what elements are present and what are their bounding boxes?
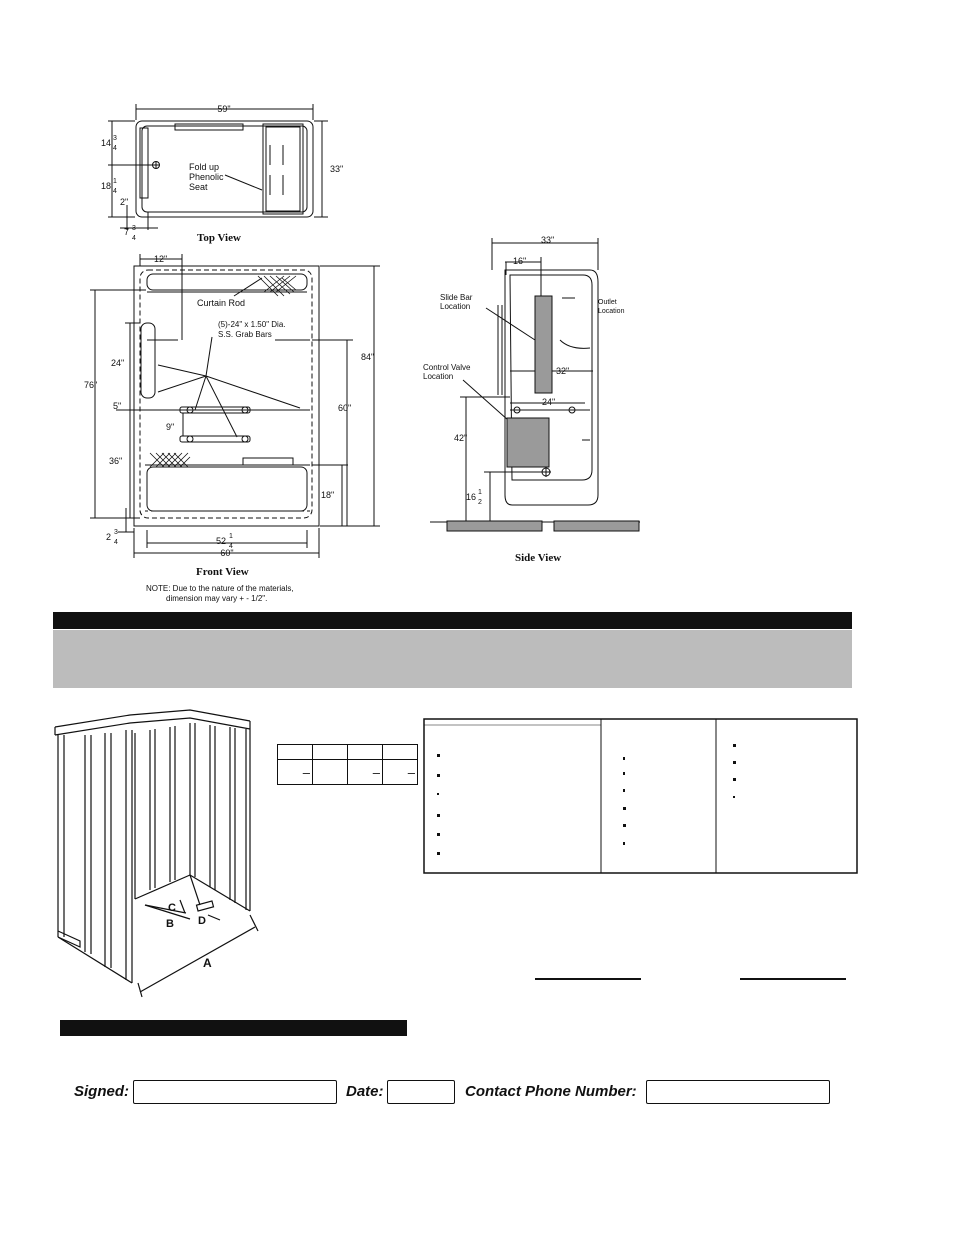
phone-field[interactable] [646, 1080, 830, 1104]
label-d: D [198, 915, 206, 927]
curtain-rod-label: Curtain Rod [197, 298, 246, 308]
svg-text:1: 1 [113, 178, 117, 185]
bullet [733, 796, 735, 798]
tv-width: 59" [217, 104, 231, 114]
svg-text:18": 18" [321, 490, 335, 500]
svg-text:16: 16 [466, 492, 477, 502]
label-b: B [166, 918, 174, 930]
tv-b: 18 [101, 181, 112, 191]
option-checklist [420, 716, 860, 876]
slide-bar-label-1: Slide Bar [440, 293, 473, 302]
grab-bars-label-2: S.S. Grab Bars [218, 330, 272, 339]
bullet [437, 852, 440, 855]
bullet [623, 789, 625, 792]
svg-text:4: 4 [132, 235, 136, 242]
tv-d: 7 [124, 227, 130, 237]
phone-input[interactable] [647, 1081, 833, 1105]
tv-depth: 33" [330, 164, 344, 174]
bullet [437, 774, 440, 777]
bullet [623, 807, 626, 810]
svg-text:3: 3 [114, 529, 118, 536]
svg-text:24": 24" [542, 397, 556, 407]
svg-text:52: 52 [216, 536, 227, 546]
svg-text:4: 4 [113, 145, 117, 152]
signed-label: Signed: [74, 1083, 129, 1100]
control-valve-block [507, 418, 549, 467]
outlet-label-2: Location [598, 308, 625, 315]
svg-text:60": 60" [338, 403, 352, 413]
side-view-title: Side View [515, 552, 562, 564]
svg-text:32": 32" [556, 366, 570, 376]
svg-text:16": 16" [513, 256, 527, 266]
seat-label-2: Phenolic [189, 172, 224, 182]
blank-line-1[interactable] [535, 978, 641, 980]
note-line-1: NOTE: Due to the nature of the materials, [146, 584, 294, 593]
svg-text:1: 1 [478, 489, 482, 496]
control-valve-label-2: Location [423, 372, 454, 381]
svg-text:60": 60" [220, 548, 234, 558]
rough-in-dimension-table [277, 744, 418, 785]
seat-label-1: Fold up [189, 162, 220, 172]
svg-text:3: 3 [113, 135, 117, 142]
svg-text:5": 5" [113, 401, 122, 411]
svg-text:4: 4 [114, 539, 118, 546]
svg-text:12": 12" [154, 254, 168, 264]
signed-field[interactable] [133, 1080, 337, 1104]
dim-cell-d[interactable]: – [383, 760, 418, 785]
svg-text:2: 2 [106, 532, 112, 542]
tv-a: 14 [101, 138, 112, 148]
phone-label: Contact Phone Number: [465, 1083, 637, 1100]
svg-text:1: 1 [229, 533, 233, 540]
bullet [623, 757, 625, 760]
bullet [437, 833, 440, 836]
svg-text:84": 84" [361, 352, 375, 362]
front-view-title: Front View [196, 566, 249, 578]
dim-cell-a[interactable]: – [278, 760, 313, 785]
svg-text:4: 4 [113, 188, 117, 195]
svg-text:2: 2 [478, 499, 482, 506]
blank-line-2[interactable] [740, 978, 846, 980]
top-view-title: Top View [197, 232, 241, 244]
bullet [733, 778, 736, 781]
section-header-bar [53, 612, 852, 629]
bullet [623, 824, 626, 827]
bullet [733, 744, 736, 747]
bullet [733, 761, 736, 764]
svg-text:3: 3 [132, 225, 136, 232]
date-input[interactable] [388, 1081, 458, 1105]
dim-cell-b[interactable] [313, 760, 348, 785]
svg-text:76": 76" [84, 380, 98, 390]
slide-bar-block [535, 296, 552, 393]
grab-bars-label-1: (5)-24" x 1.50" Dia. [218, 320, 286, 329]
bullet [437, 814, 440, 817]
slide-bar-label-2: Location [440, 302, 471, 311]
bullet [623, 772, 625, 775]
technical-drawing [0, 0, 954, 610]
note-line-2: dimension may vary + - 1/2". [166, 594, 268, 603]
section-footer-bar [60, 1020, 407, 1036]
date-field[interactable] [387, 1080, 455, 1104]
framing-diagram [50, 705, 270, 1005]
label-a: A [203, 956, 212, 970]
bullet [437, 793, 439, 795]
svg-text:4: 4 [229, 543, 233, 550]
floor-left [447, 521, 542, 531]
control-valve-label-1: Control Valve [423, 363, 471, 372]
date-label: Date: [346, 1083, 384, 1100]
section-info-band [53, 630, 852, 688]
svg-text:33": 33" [541, 235, 555, 245]
svg-text:42": 42" [454, 433, 468, 443]
svg-text:36": 36" [109, 456, 123, 466]
svg-text:9": 9" [166, 422, 175, 432]
bullet [437, 754, 440, 757]
bullet [623, 842, 625, 845]
dim-cell-c[interactable]: – [348, 760, 383, 785]
svg-text:24": 24" [111, 358, 125, 368]
floor-right [554, 521, 639, 531]
label-c: C [168, 902, 176, 914]
seat-label-3: Seat [189, 182, 208, 192]
outlet-label-1: Outlet [598, 299, 617, 306]
signed-input[interactable] [134, 1081, 340, 1105]
tv-c: 2" [120, 197, 129, 207]
